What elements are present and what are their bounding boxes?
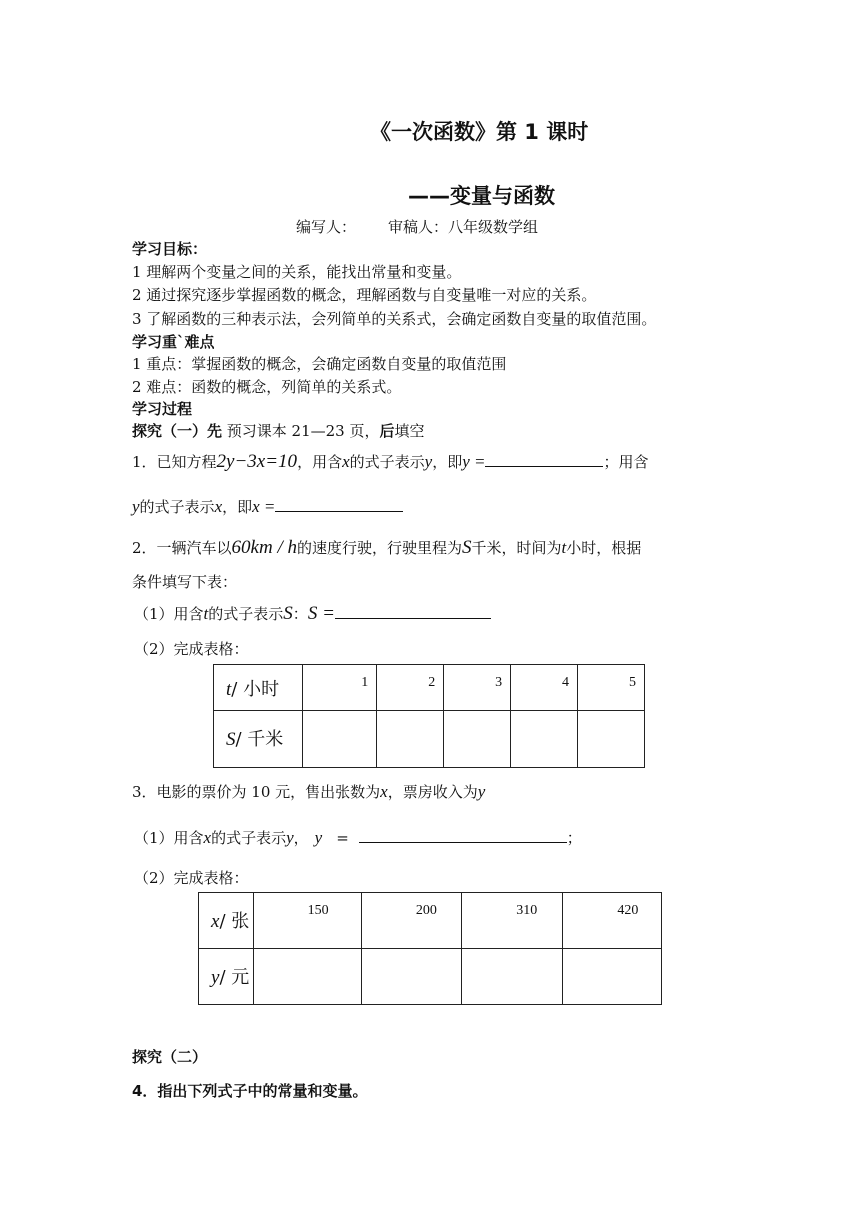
q2-sub1	[134, 603, 491, 625]
table-cell: 420	[563, 893, 662, 949]
keypoint-item: 1 重点：掌握函数的概念，会确定函数自变量的取值范围	[132, 355, 507, 373]
keypoint-item: 2 难点：函数的概念，列简单的关系式。	[132, 378, 402, 396]
table-unit: / 元	[219, 967, 250, 988]
goals-heading: 学习目标：	[132, 240, 208, 258]
q3-sub2: （2）完成表格：	[134, 869, 249, 887]
q2-text: （1）用含	[134, 605, 204, 623]
goal-item: 3 了解函数的三种表示法，会列简单的关系式，会确定函数自变量的取值范围。	[132, 310, 657, 328]
q1-text: ；用含	[603, 453, 649, 471]
table-cell: 5	[578, 665, 645, 711]
q1-y-eq: y =	[462, 452, 486, 471]
q1-answer-blank-2[interactable]	[275, 497, 403, 512]
q2-var-t: t	[561, 538, 567, 557]
table-cell: 310	[462, 893, 563, 949]
q2-table	[213, 664, 645, 768]
q1-text: 1．已知方程	[132, 453, 217, 471]
explore1-bold-after: 后	[379, 422, 395, 440]
q3-line1	[132, 781, 485, 802]
q3-var-x: x	[203, 828, 212, 847]
table-input-cell[interactable]	[361, 949, 461, 1005]
q2-text: 的速度行驶，行驶里程为	[296, 539, 462, 557]
table-cell: 2	[377, 665, 444, 711]
table-unit: / 张	[219, 911, 250, 932]
table-input-cell[interactable]	[578, 711, 645, 768]
table-var: y	[211, 967, 220, 988]
q2-text: 2．一辆汽车以	[132, 539, 232, 557]
table-var: x	[211, 911, 220, 932]
q1-var-x: x	[214, 497, 223, 516]
q1-answer-blank-1[interactable]	[485, 452, 603, 467]
q3-text: ；	[566, 829, 582, 847]
q2-line2: 条件填写下表：	[132, 573, 238, 591]
page-subtitle: ——变量与函数	[408, 184, 555, 208]
author-line	[296, 216, 538, 237]
explore2-heading: 探究（二）	[132, 1048, 208, 1066]
keypoints-heading: 学习重`难点	[132, 333, 215, 351]
q2-var-s: S	[283, 603, 293, 624]
q3-var-y: y	[314, 828, 323, 847]
q2-s-eq: S =	[307, 603, 335, 624]
table-input-cell[interactable]	[511, 711, 578, 768]
table-cell: 200	[361, 893, 461, 949]
table-cell: 150	[253, 893, 361, 949]
explore1-bold: 探究（一）先	[132, 422, 223, 440]
q1-text: ，即	[222, 498, 253, 516]
q1-x-eq: x =	[252, 497, 276, 516]
writer-label: 编写人：	[296, 218, 357, 236]
q3-text: ，票房收入为	[387, 783, 478, 801]
q3-text: 3．电影的票价为 10 元，售出张数为	[132, 783, 381, 801]
q2-sub2: （2）完成表格：	[134, 640, 249, 658]
table-unit: / 小时	[231, 679, 280, 700]
table-var: t	[226, 679, 232, 700]
explore1-text2: 填空	[394, 422, 425, 440]
table-input-cell[interactable]	[377, 711, 444, 768]
q1-var-y: y	[424, 452, 433, 471]
q2-var-s: S	[462, 537, 472, 558]
q3-var-y: y	[286, 828, 294, 847]
page-title: 《一次函数》第 1 课时	[370, 120, 589, 144]
q2-table-header-t	[214, 665, 303, 711]
q3-eq: =	[336, 829, 349, 847]
q1-line1	[132, 451, 649, 473]
explore1-text: 预习课本 21—23 页，	[222, 422, 380, 440]
q3-table-header-y	[199, 949, 254, 1005]
q1-text: ，即	[432, 453, 463, 471]
q1-text: ，用含	[297, 453, 343, 471]
q3-answer-blank[interactable]	[359, 828, 567, 843]
q3-text: ，	[293, 829, 309, 847]
q2-text: 的式子表示	[208, 605, 284, 623]
table-unit: / 千米	[235, 729, 284, 750]
q2-text: 千米，时间为	[471, 539, 562, 557]
q1-var-y: y	[132, 497, 140, 516]
q3-text: （1）用含	[134, 829, 204, 847]
q4-text: 4．指出下列式子中的常量和变量。	[132, 1082, 368, 1100]
q1-equation: 2y−3x=10	[216, 451, 298, 472]
explore1-line	[132, 420, 425, 441]
q1-line2	[132, 496, 403, 517]
process-heading: 学习过程	[132, 400, 193, 418]
goal-item: 1 理解两个变量之间的关系，能找出常量和变量。	[132, 263, 462, 281]
table-input-cell[interactable]	[253, 949, 361, 1005]
q2-answer-blank[interactable]	[335, 604, 491, 619]
reviewer-label: 审稿人：八年级数学组	[388, 218, 539, 236]
q3-table	[198, 892, 662, 1005]
q3-var-y: y	[477, 782, 486, 801]
table-input-cell[interactable]	[302, 711, 377, 768]
q2-var-t: t	[203, 604, 209, 623]
table-cell: 3	[444, 665, 511, 711]
goal-item: 2 通过探究逐步掌握函数的概念，理解函数与自变量唯一对应的关系。	[132, 286, 597, 304]
table-input-cell[interactable]	[444, 711, 511, 768]
table-cell: 4	[511, 665, 578, 711]
q3-var-x: x	[380, 782, 388, 801]
table-var: S	[226, 729, 236, 750]
q2-table-header-s	[214, 711, 303, 768]
q3-text: 的式子表示	[211, 829, 287, 847]
q2-text: 小时，根据	[566, 539, 642, 557]
table-input-cell[interactable]	[563, 949, 662, 1005]
q1-text: 的式子表示	[139, 498, 215, 516]
q3-sub1	[134, 827, 582, 848]
q2-speed: 60km / h	[231, 537, 297, 558]
q2-line1	[132, 537, 641, 559]
q1-var-x: x	[342, 452, 350, 471]
q1-text: 的式子表示	[349, 453, 425, 471]
table-input-cell[interactable]	[462, 949, 563, 1005]
table-cell: 1	[302, 665, 377, 711]
q2-text: ：	[292, 605, 308, 623]
q3-table-header-x	[199, 893, 254, 949]
